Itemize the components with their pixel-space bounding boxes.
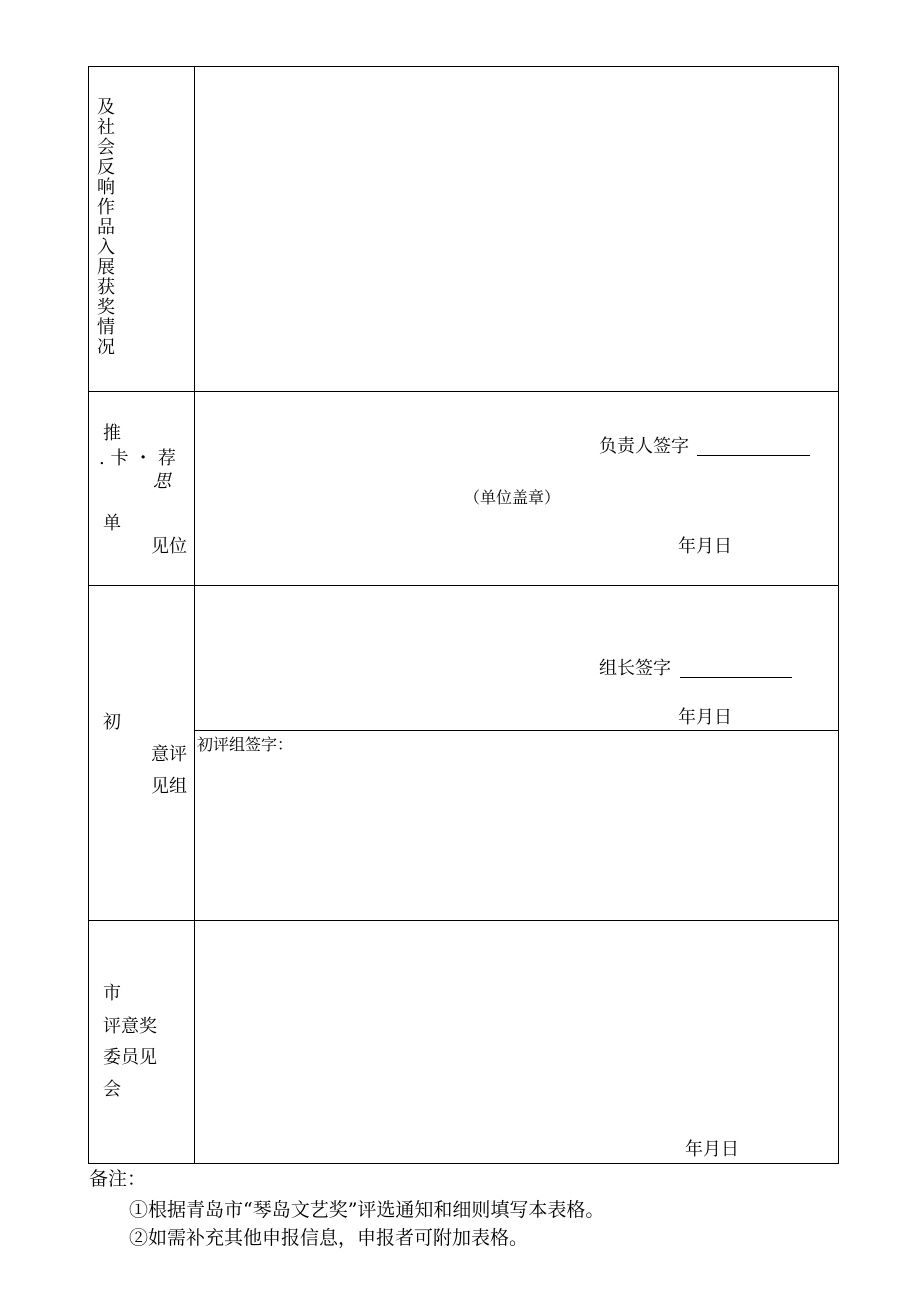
group-leader-signature-label: 组长签字 [599, 658, 671, 679]
works-row-content-area[interactable] [196, 68, 837, 390]
notes-item-2: ②如需补充其他申报信息，申报者可附加表格。 [129, 1227, 529, 1249]
notes-item-1: ①根据青岛市“琴岛文艺奖”评选通知和细则填写本表格。 [129, 1199, 605, 1221]
recommend-date-label: 年月日 [678, 536, 732, 557]
row-divider-sub [194, 730, 839, 731]
preliminary-label-line2: 意评 [151, 744, 187, 765]
recommend-label-line2: . 卡 ・ 荐 [99, 448, 176, 469]
responsible-signature-label: 负责人签字 [599, 436, 689, 457]
preliminary-date-label: 年月日 [678, 707, 732, 728]
row-divider-3 [88, 920, 839, 921]
column-divider [194, 66, 195, 1164]
committee-date-label: 年月日 [685, 1139, 739, 1160]
preliminary-label-line1: 初 [103, 712, 121, 733]
unit-seal-label: （单位盖章） [464, 488, 561, 507]
works-row-label: 及社会反响作品入展获奖情况 [97, 97, 115, 358]
recommend-label-line3: 思 [153, 471, 171, 492]
committee-label-line4: 会 [103, 1079, 121, 1100]
committee-label-line2: 评意奖 [103, 1016, 157, 1037]
committee-label-line1: 市 [103, 983, 121, 1004]
recommend-label-line4: 单 [103, 513, 121, 534]
group-leader-signature-line[interactable] [680, 658, 792, 678]
recommend-label-line5: 见位 [151, 536, 187, 557]
row-divider-2 [88, 585, 839, 586]
committee-label-line3: 委员见 [103, 1047, 157, 1068]
preliminary-group-signature-label: 初评组签字： [197, 735, 294, 754]
recommend-label-line1: 推 [103, 423, 121, 444]
notes-title: 备注： [89, 1168, 147, 1190]
preliminary-label-line3: 见组 [151, 776, 187, 797]
row-divider-1 [88, 391, 839, 392]
responsible-signature-line[interactable] [697, 436, 810, 456]
